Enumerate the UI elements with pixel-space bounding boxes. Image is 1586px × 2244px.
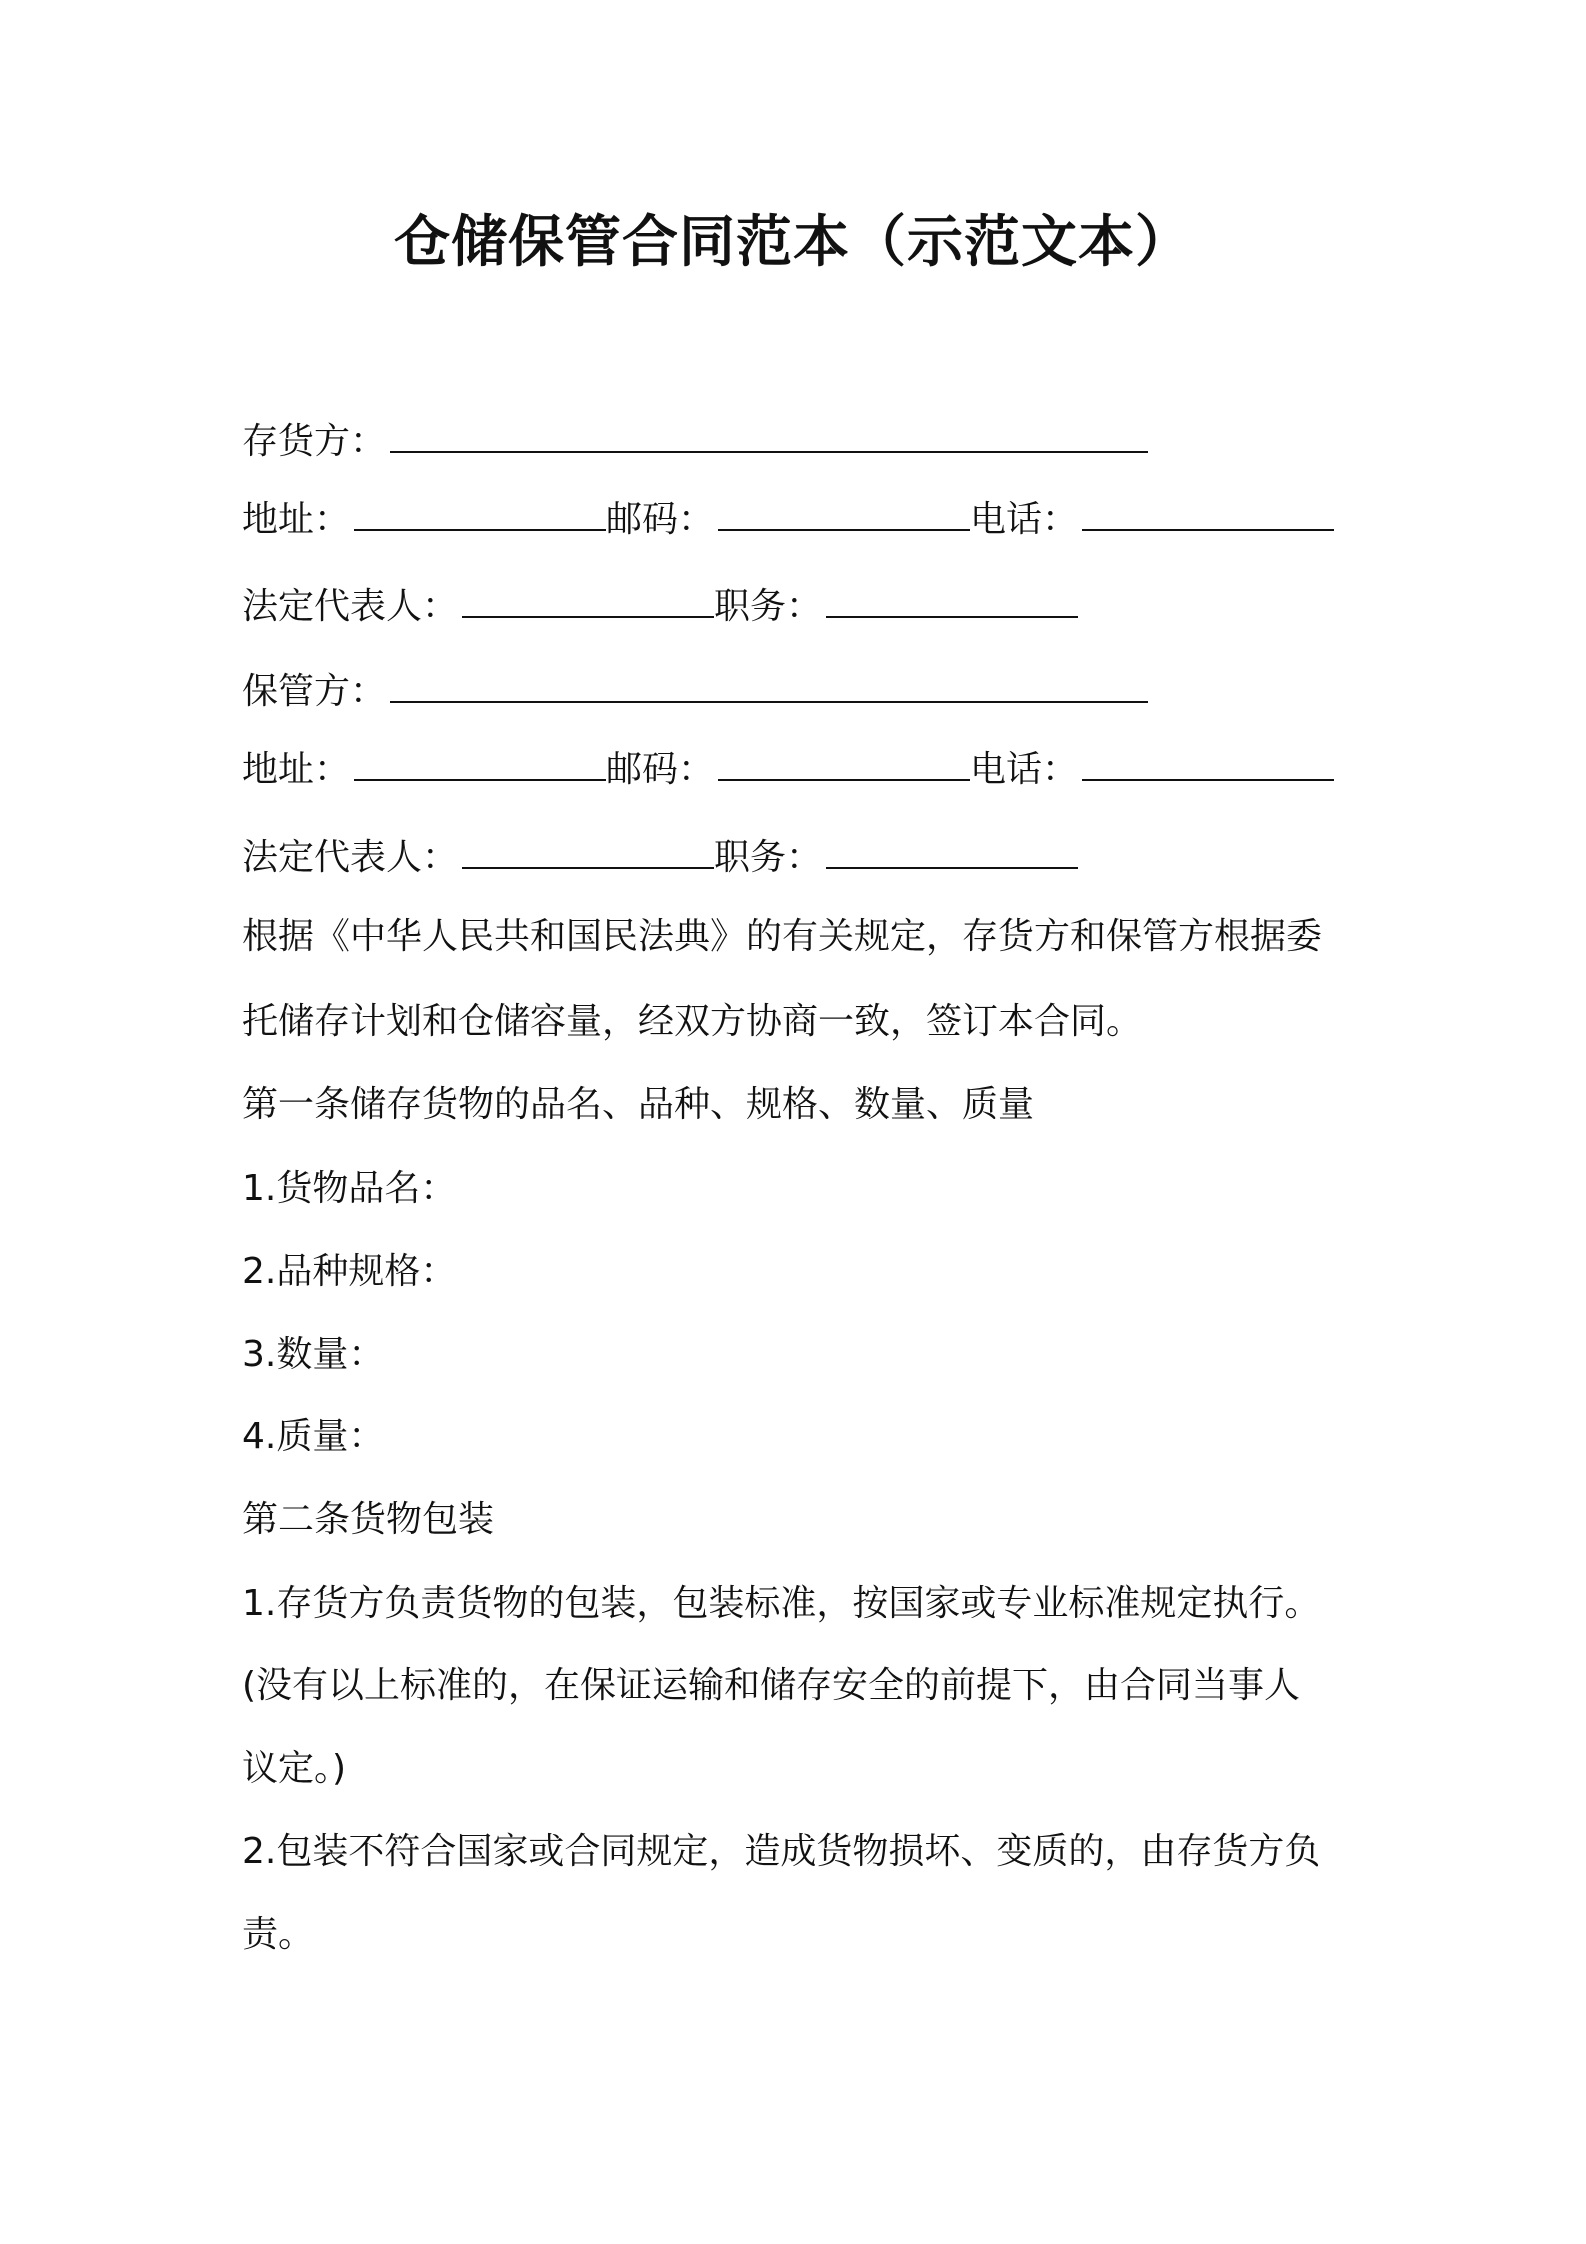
party-a-contact-row bbox=[242, 498, 1334, 542]
article-2-line: (没有以上标准的，在保证运输和储存安全的前提下，由合同当事人 bbox=[242, 1665, 1301, 1706]
party-b-rep-blank[interactable] bbox=[462, 837, 714, 869]
article-1-item: 2.品种规格： bbox=[242, 1251, 457, 1292]
article-2-line: 议定。) bbox=[242, 1748, 347, 1789]
preamble-line: 托储存计划和仓储容量，经双方协商一致，签订本合同。 bbox=[242, 1001, 1143, 1042]
party-a-rep-label: 法定代表人： bbox=[242, 586, 459, 627]
party-a-phone-label: 电话： bbox=[970, 499, 1079, 540]
article-1-item: 4.质量： bbox=[242, 1416, 385, 1457]
party-a-phone-blank[interactable] bbox=[1082, 499, 1334, 531]
party-a-postcode-label: 邮码： bbox=[606, 499, 715, 540]
article-2-line: 2.包装不符合国家或合同规定，造成货物损坏、变质的，由存货方负 bbox=[242, 1831, 1321, 1872]
preamble-line: 根据《中华人民共和国民法典》的有关规定，存货方和保管方根据委 bbox=[242, 916, 1323, 957]
party-a-position-label: 职务： bbox=[714, 586, 823, 627]
party-b-postcode-blank[interactable] bbox=[718, 749, 970, 781]
party-a-name-label: 存货方： bbox=[242, 421, 387, 462]
party-b-phone-label: 电话： bbox=[970, 749, 1079, 790]
party-b-phone-blank[interactable] bbox=[1082, 749, 1334, 781]
party-a-postcode-blank[interactable] bbox=[718, 499, 970, 531]
party-b-rep-row bbox=[242, 836, 1078, 880]
party-a-position-blank[interactable] bbox=[826, 586, 1078, 618]
article-2-line: 责。 bbox=[242, 1914, 315, 1955]
party-b-position-label: 职务： bbox=[714, 837, 823, 878]
article-1-item: 1.货物品名： bbox=[242, 1168, 457, 1209]
article-2-heading: 第二条货物包装 bbox=[242, 1499, 495, 1540]
article-1-item: 3.数量： bbox=[242, 1334, 385, 1375]
article-2-line: 1.存货方负责货物的包装，包装标准，按国家或专业标准规定执行。 bbox=[242, 1583, 1321, 1624]
party-b-name-row bbox=[242, 670, 1148, 714]
party-a-rep-blank[interactable] bbox=[462, 586, 714, 618]
party-b-postcode-label: 邮码： bbox=[606, 749, 715, 790]
party-a-address-blank[interactable] bbox=[354, 499, 606, 531]
party-a-name-row bbox=[242, 420, 1148, 464]
party-b-address-label: 地址： bbox=[242, 749, 351, 790]
party-a-address-label: 地址： bbox=[242, 499, 351, 540]
party-b-name-blank[interactable] bbox=[390, 671, 1148, 703]
article-1-heading: 第一条储存货物的品名、品种、规格、数量、质量 bbox=[242, 1084, 1035, 1125]
party-b-rep-label: 法定代表人： bbox=[242, 837, 459, 878]
party-b-contact-row bbox=[242, 748, 1334, 792]
party-a-rep-row bbox=[242, 585, 1078, 629]
party-b-name-label: 保管方： bbox=[242, 671, 387, 712]
party-a-name-blank[interactable] bbox=[390, 421, 1148, 453]
page-title: 仓储保管合同范本（示范文本） bbox=[394, 210, 1192, 275]
party-b-address-blank[interactable] bbox=[354, 749, 606, 781]
party-b-position-blank[interactable] bbox=[826, 837, 1078, 869]
